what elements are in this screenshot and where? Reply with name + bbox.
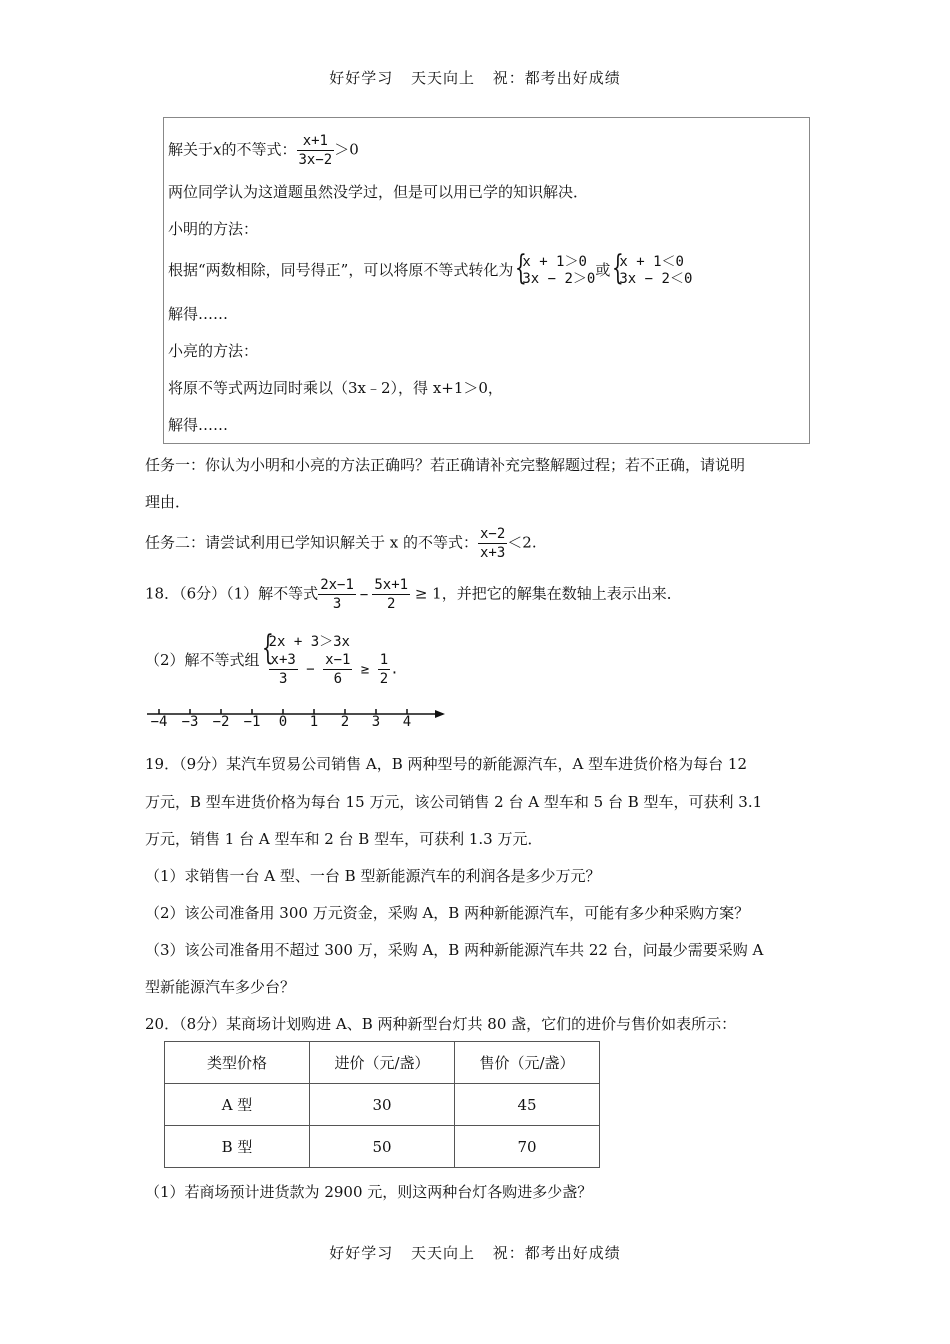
box-line-1: 解关于x的不等式： $\frac{x+1}{3x-2}$ ＞0 (168, 133, 359, 168)
q19-line-5: （2）该公司准备用 300 万元资金，采购 A，B 两种新能源汽车，可能有多少种采购方案？ (145, 904, 750, 922)
table-cell: A 型 (165, 1084, 310, 1126)
footer-text-2: 天天向上 (410, 1244, 475, 1262)
page-header (0, 67, 950, 88)
tick-label: 4 (402, 714, 412, 730)
box-line-2: 两位同学认为这道题虽然没学过，但是可以用已学的知识解决． (168, 183, 589, 201)
table-row (165, 1126, 600, 1168)
table-header: 进价（元/盏） (310, 1042, 455, 1084)
q19-line-1: 19．（9分）某汽车贸易公司销售 A，B 两种型号的新能源汽车，A 型车进货价格为每台 12 (145, 755, 747, 773)
tick-label: −3 (181, 714, 199, 730)
box-line-5: 解得…… (168, 305, 229, 323)
fraction: $\frac{x+1}{3x-2}$ (298, 133, 333, 168)
system-1: { x + 1＞0 3x − 2＞0 (513, 254, 595, 288)
header-text-2: 天天向上 (410, 69, 475, 87)
table-row (165, 1084, 600, 1126)
q19-line-6: （3）该公司准备用不超过 300 万，采购 A，B 两种新能源汽车共 22 台，问最少需要采购 A (145, 941, 764, 959)
box-line-3: 小明的方法： (168, 220, 259, 238)
task1-line-1: 任务一：你认为小明和小亮的方法正确吗？若正确请补充完整解题过程；若不正确，请说明 (145, 456, 746, 474)
task2: 任务二：请尝试利用已学知识解关于 x 的不等式： $\frac{x-2}{x+3}$ ＜2. (145, 526, 537, 561)
tick-label: 0 (278, 714, 288, 730)
table-cell: 30 (310, 1084, 455, 1126)
page-footer (0, 1242, 950, 1263)
footer-text-1: 好好学习 (329, 1244, 394, 1262)
inequality-system: { 2x + 3＞3x $\frac{x+3}{3}$ − $\frac{x-1}{6}$ ≥ $\frac{1}{2}$ . (260, 634, 399, 688)
q19-line-7: 型新能源汽车多少台？ (145, 978, 296, 996)
q19-line-4: （1）求销售一台 A 型、一台 B 型新能源汽车的利润各是多少万元？ (145, 867, 601, 885)
table-cell: 45 (455, 1084, 600, 1126)
footer-text-3: 祝：都考出好成绩 (492, 1244, 621, 1262)
tick-label: 1 (309, 714, 319, 730)
task1-line-2: 理由． (145, 493, 191, 511)
header-text-3: 祝：都考出好成绩 (492, 69, 621, 87)
price-table (164, 1041, 600, 1168)
table-header-row (165, 1042, 600, 1084)
q18-part1: 18．（6分）（1）解不等式 $\frac{2x-1}{3}$ − $\frac{5x+1}{2}$ ≥ 1，并把它的解集在数轴上表示出来． (145, 577, 682, 612)
problem-box (163, 117, 810, 444)
tick-label: −4 (150, 714, 168, 730)
q19-line-2: 万元，B 型车进货价格为每台 15 万元，该公司销售 2 台 A 型车和 5 台 B 型车，可获利 3.1 (145, 793, 763, 811)
q18-part2: （2）解不等式组 { 2x + 3＞3x $\frac{x+3}{3}$ − $\frac{x-1}{6}$ ≥ $\frac{1}{2}$ . (145, 634, 399, 688)
table-cell: B 型 (165, 1126, 310, 1168)
q19-line-3: 万元，销售 1 台 A 型车和 2 台 B 型车，可获利 1.3 万元． (145, 830, 543, 848)
table-cell: 70 (455, 1126, 600, 1168)
box-line-7: 将原不等式两边同时乘以（3x﹣2），得 x+1＞0， (168, 379, 503, 397)
box-line-8: 解得…… (168, 416, 229, 434)
tick-label: −2 (212, 714, 230, 730)
q20-line-2: （1）若商场预计进货款为 2900 元，则这两种台灯各购进多少盏？ (145, 1183, 593, 1201)
q20-line-1: 20．（8分）某商场计划购进 A、B 两种新型台灯共 80 盏，它们的进价与售价如表所示： (145, 1015, 737, 1033)
tick-label: −1 (243, 714, 261, 730)
tick-label: 3 (371, 714, 381, 730)
box-line-4: 根据“两数相除，同号得正”，可以将原不等式转化为 { x + 1＞0 3x − 2＞0 或 { x + 1＜0 3x − 2＜0 (168, 254, 692, 288)
table-header: 售价（元/盏） (455, 1042, 600, 1084)
table-cell: 50 (310, 1126, 455, 1168)
header-text-1: 好好学习 (329, 69, 394, 87)
box-line-6: 小亮的方法： (168, 342, 259, 360)
system-2: { x + 1＜0 3x − 2＜0 (610, 254, 692, 288)
table-header: 类型价格 (165, 1042, 310, 1084)
tick-label: 2 (340, 714, 350, 730)
